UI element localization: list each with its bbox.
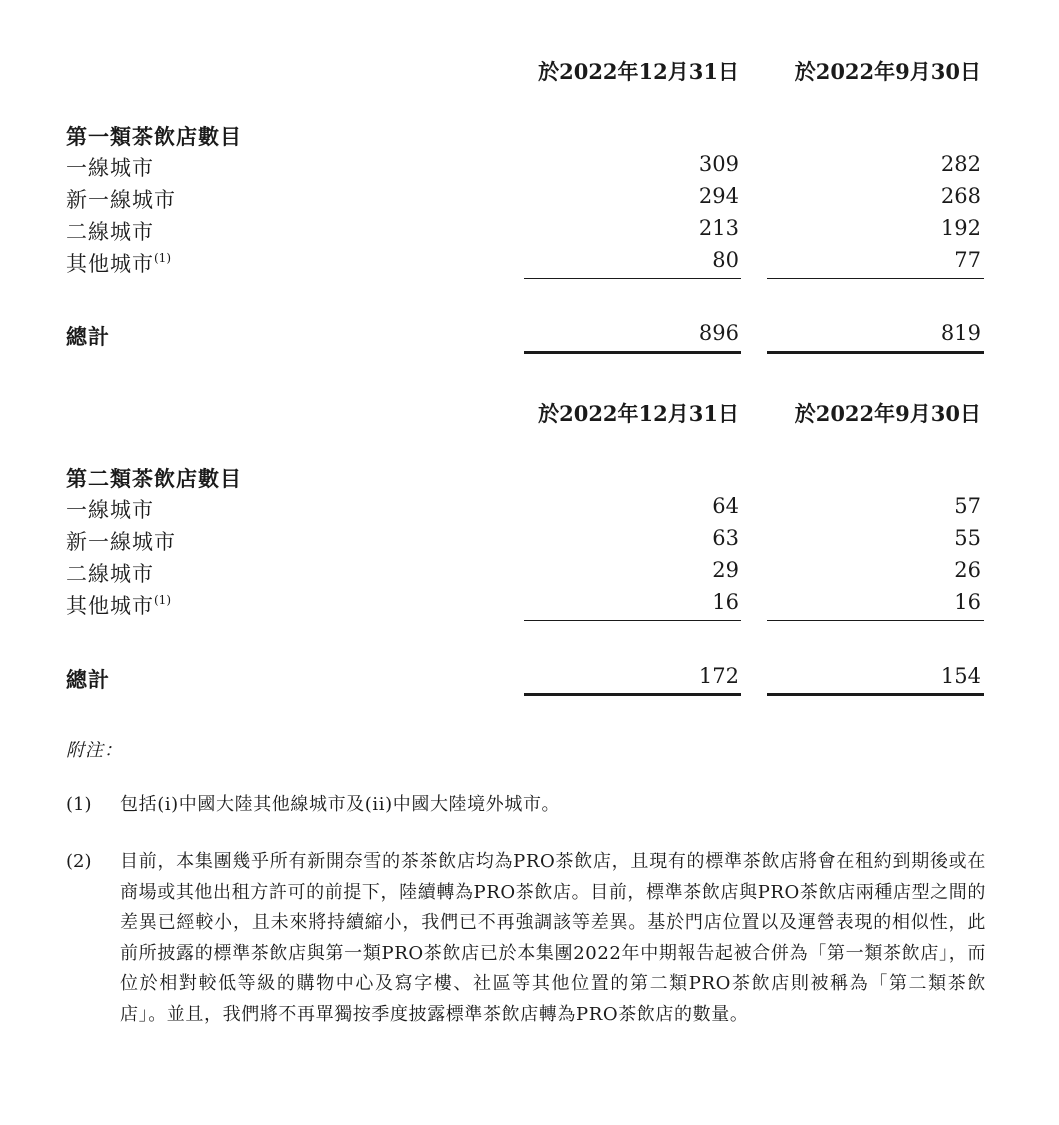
- table-row: [0, 248, 1059, 280]
- section-title-type-2: 第二類茶飲店數目: [66, 466, 242, 491]
- subtotal-rule: [524, 278, 741, 279]
- row-label: 其他城市$^{(1)}$: [66, 251, 171, 276]
- value-sep: 282: [940, 152, 981, 176]
- table-row: [0, 526, 1059, 558]
- subtotal-rule: [767, 278, 984, 279]
- value-dec: 294: [698, 184, 739, 208]
- footnote-number: (2): [66, 851, 92, 872]
- total-rule: [767, 693, 984, 696]
- footnote-text: 目前，本集團幾乎所有新開奈雪的茶茶飲店均為PRO茶飲店，且現有的標準茶飲店將會在租約到期後或在商場或其他出租方許可的前提下，陸續轉為PRO茶飲店。目前，標準茶飲店與PRO茶飲店兩種店型之間的差異已經較小，且未來將持續縮小，我們已不再強調該等差異。基於門店位置以及運營表現的相似性，此前所披露的標準茶飲店與第一類PRO茶飲店已於本集團2022年中期報告起被合併為「第一類茶飲店」，而位於相對較低等級的購物中心及寫字樓、社區等其他位置的第二類PRO茶飲店則被稱為「第二類茶飲店」。並且，我們將不再單獨按季度披露標準茶飲店轉為PRO茶飲店的數量。: [120, 851, 986, 1025]
- table-row: [0, 494, 1059, 526]
- table-row: [0, 216, 1059, 248]
- total-dec: 172: [698, 664, 739, 688]
- section-title-type-1: 第一類茶飲店數目: [66, 124, 242, 149]
- value-sep: 55: [954, 526, 981, 550]
- column-header-sep-2022: 於2022年9月30日: [794, 59, 981, 84]
- total-label: 總計: [66, 324, 110, 349]
- value-sep: 26: [954, 558, 981, 582]
- value-sep: 192: [940, 216, 981, 240]
- column-header-sep-2022: 於2022年9月30日: [794, 401, 981, 426]
- table-row: [0, 152, 1059, 184]
- value-sep: 16: [954, 590, 981, 614]
- row-label: 其他城市$^{(1)}$: [66, 593, 171, 618]
- total-row: [0, 321, 1059, 353]
- notes-heading: 附注：: [66, 740, 123, 761]
- value-sep: 57: [954, 494, 981, 518]
- row-label: 一線城市: [66, 498, 154, 522]
- row-label: 新一線城市: [66, 188, 176, 212]
- total-dec: 896: [698, 321, 739, 345]
- table-row: [0, 558, 1059, 590]
- value-sep: 268: [940, 184, 981, 208]
- total-rule: [767, 351, 984, 354]
- row-label: 二線城市: [66, 220, 154, 244]
- value-dec: 213: [698, 216, 739, 240]
- value-dec: 63: [712, 526, 739, 550]
- row-label: 新一線城市: [66, 530, 176, 554]
- total-label: 總計: [66, 667, 110, 692]
- row-label: 二線城市: [66, 562, 154, 586]
- footnote-marker: (1): [154, 593, 171, 607]
- row-label: 一線城市: [66, 156, 154, 180]
- total-sep: 819: [940, 321, 981, 345]
- subtotal-rule: [524, 620, 741, 621]
- column-header-dec-2022: 於2022年12月31日: [538, 59, 739, 84]
- table-row: [0, 184, 1059, 216]
- table-row: [0, 590, 1059, 622]
- value-dec: 80: [712, 248, 739, 272]
- value-sep: 77: [954, 248, 981, 272]
- total-rule: [524, 693, 741, 696]
- footnote-marker: (1): [154, 251, 171, 265]
- footnote-text: 包括(i)中國大陸其他線城市及(ii)中國大陸境外城市。: [120, 794, 561, 815]
- column-header-dec-2022: 於2022年12月31日: [538, 401, 739, 426]
- total-row: [0, 664, 1059, 696]
- value-dec: 64: [712, 494, 739, 518]
- footnote-number: (1): [66, 794, 92, 815]
- total-rule: [524, 351, 741, 354]
- value-dec: 29: [712, 558, 739, 582]
- total-sep: 154: [940, 664, 981, 688]
- value-dec: 16: [712, 590, 739, 614]
- value-dec: 309: [698, 152, 739, 176]
- subtotal-rule: [767, 620, 984, 621]
